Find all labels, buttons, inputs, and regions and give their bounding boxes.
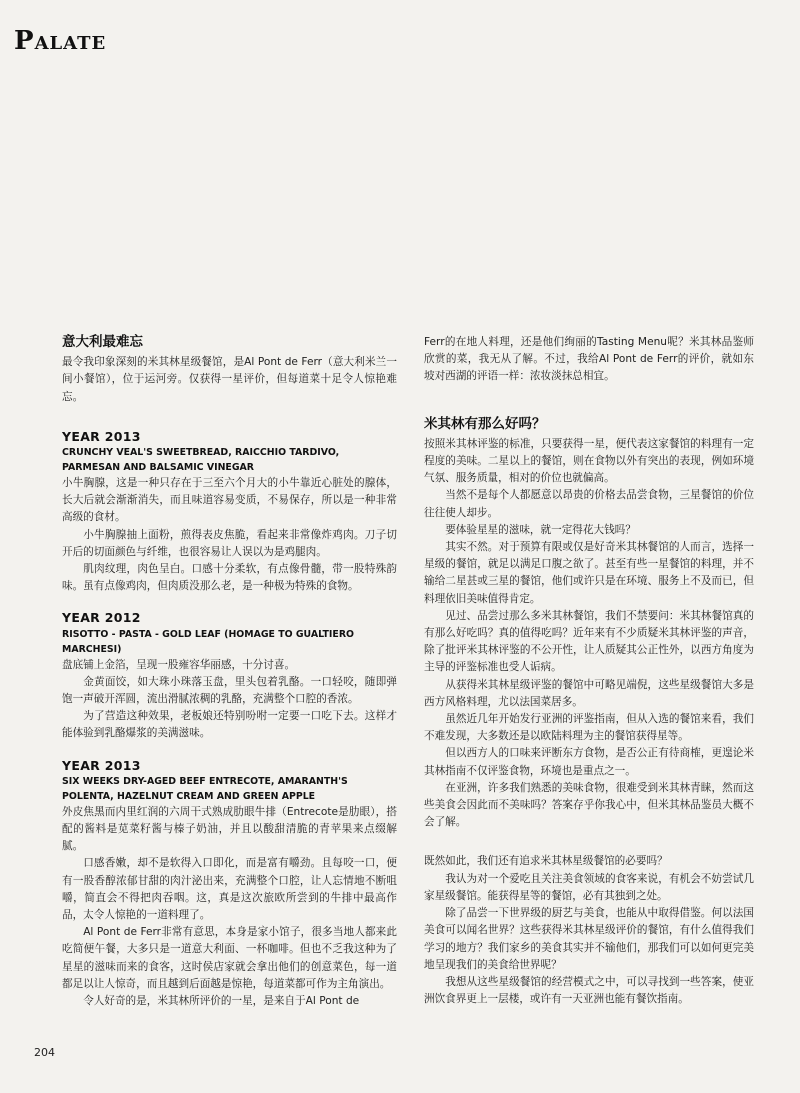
body-paragraph: 按照米其林评鉴的标准，只要获得一星，便代表这家餐馆的料理有一定程度的美味。二星以上的餐馆，则在食物以外有突出的表现，例如环境气氛、服务质量，相对的价位也就偏高。 <box>424 437 754 485</box>
dish-year: YEAR 2012 <box>62 610 141 626</box>
dish-paragraph: 肌肉纹理，肉色呈白。口感十分柔软，有点像骨髓，带一股特殊韵味。虽有点像鸡肉，但肉质没那么老，是一种极为特殊的食物。 <box>62 563 397 593</box>
dish-paragraph: 小牛胸腺抽上面粉，煎得表皮焦脆，看起来非常像炸鸡肉。刀子切开后的切面颜色与纤维，也很容易让人误以为是鸡腿肉。 <box>62 528 397 558</box>
body-paragraph: 既然如此，我们还有追求米其林星级餐馆的必要吗？ <box>424 855 668 868</box>
masthead-rest: ALATE <box>34 33 107 54</box>
dish-paragraph: 外皮焦黑而内里红润的六周干式熟成肋眼牛排（Entrecote是肋眼），搭配的酱料是苋菜籽酱与榛子奶油，并且以酸甜清脆的青苹果来点缀解腻。 <box>62 805 397 853</box>
body-paragraph: 见过、品尝过那么多米其林餐馆，我们不禁要问：米其林餐馆真的有那么好吃吗？真的值得吃吗？近年来有不少质疑米其林评鉴的声音，除了批评米其林评鉴的不公开性，让人质疑其公正性外，以西方角度为主导的评鉴标准也受人诟病。 <box>424 609 754 674</box>
continued-paragraph: Ferr的在地人料理，还是他们绚丽的Tasting Menu呢？米其林品鉴师欣赏的菜，我无从了解。不过，我给Al Pont de Ferr的评价，就如东坡对西湖的评语一样：浓妆淡抹总相宜。 <box>424 336 754 383</box>
dish-paragraph: 口感香嫩，却不是软得入口即化，而是富有嚼劲。且每咬一口，便有一股香醇浓郁甘甜的肉汁泌出来，充满整个口腔，让人忘情地不断咀嚼，简直会不得把肉吞咽。这，真是这次旅欧所尝到的牛排中最高作品，太令人惊艳的一道料理了。 <box>62 857 397 922</box>
dish-paragraph: 盘底铺上金箔，呈现一股雍容华丽感，十分讨喜。 <box>62 658 296 671</box>
magazine-masthead <box>14 26 106 56</box>
dish-paragraph: Al Pont de Ferr非常有意思，本身是家小馆子，很多当地人都来此吃简便午餐，大多只是一道意大利面、一杯咖啡。但也不乏我这种为了星星的滋味而来的食客，这时侯店家就会拿出他们的创意菜色，每一道都足以让人惊奇，而且越到后面越是惊艳，每道菜都可作为主角演出。 <box>62 926 397 990</box>
body-paragraph: 在亚洲，许多我们熟悉的美味食物，很难受到米其林青睐，然而这些美食会因此而不美味吗？答案存乎你我心中，但米其林品鉴员大概不会了解。 <box>424 781 754 829</box>
page-number: 204 <box>34 1046 55 1059</box>
body-paragraph: 从获得米其林星级评鉴的餐馆中可略见端倪，这些星级餐馆大多是西方风格料理，尤以法国菜居多。 <box>424 678 754 708</box>
dish-paragraph: 令人好奇的是，米其林所评价的一星，是来自于Al Pont de <box>83 995 360 1008</box>
dish-name: SIX WEEKS DRY-AGED BEEF ENTRECOTE, AMARANTH'S POLENTA, HAZELNUT CREAM AND GREEN APPLE <box>62 775 348 802</box>
dish-year: YEAR 2013 <box>62 757 141 773</box>
right-column <box>424 334 754 1008</box>
dish-paragraph: 为了营造这种效果，老板娘还特别吩咐一定要一口吃下去。这样才能体验到乳酪爆浆的美满滋味。 <box>62 710 397 740</box>
masthead-initial: P <box>14 26 35 56</box>
section-title: 米其林有那么好吗？ <box>424 415 546 432</box>
intro-title: 意大利最难忘 <box>62 334 143 350</box>
body-paragraph: 我认为对一个爱吃且关注美食领域的食客来说，有机会不妨尝试几家星级餐馆。能获得星等的餐馆，必有其独到之处。 <box>424 872 754 902</box>
dish-paragraph: 金黄面饺，如大珠小珠落玉盘，里头包着乳酪。一口轻咬，随即弹饱一声破开浑圆，流出滑腻浓稠的乳酪，充满整个口腔的香浓。 <box>62 675 397 706</box>
body-paragraph: 当然不是每个人都愿意以昂贵的价格去品尝食物，三星餐馆的价位往往使人却步。 <box>424 489 754 519</box>
dish-name: RISOTTO - PASTA - GOLD LEAF (HOMAGE TO GUALTIERO MARCHESI) <box>62 628 355 655</box>
dish-paragraph: 小牛胸腺，这是一种只存在于三至六个月大的小牛靠近心脏处的腺体，长大后就会渐渐消失，而且味道容易变质，不易保存，所以是一种非常高级的食材。 <box>62 477 397 524</box>
body-paragraph: 其实不然。对于预算有限或仅是好奇米其林餐馆的人而言，选择一星级的餐馆，就足以满足口腹之欲了。甚至有些一星餐馆的料理，并不输给二星甚或三星的餐馆，他们或许只是在环境、服务上不及而已，但料理依旧美味值得肯定。 <box>424 541 754 605</box>
body-paragraph: 但以西方人的口味来评断东方食物，是否公正有待商榷，更遑论米其林指南不仅评鉴食物，环境也是重点之一。 <box>424 747 754 777</box>
dish-year: YEAR 2013 <box>62 428 141 444</box>
body-paragraph: 虽然近几年开始发行亚洲的评鉴指南，但从入选的餐馆来看，我们不难发现，大多数还是以欧陆料理为主的餐馆获得星等。 <box>424 713 754 743</box>
intro-text: 最令我印象深刻的米其林星级餐馆，是Al Pont de Ferr（意大利米兰一间小餐馆），位于运河旁。仅获得一星评价，但每道菜十足令人惊艳难忘。 <box>62 356 397 403</box>
body-paragraph: 我想从这些星级餐馆的经营模式之中，可以寻找到一些答案，使亚洲饮食界更上一层楼，或许有一天亚洲也能有餐饮指南。 <box>424 975 754 1006</box>
dish-section-2 <box>62 609 397 742</box>
body-paragraph: 要体验星星的滋味，就一定得花大钱吗？ <box>445 523 636 536</box>
left-column <box>62 334 397 1010</box>
dish-section-1 <box>62 428 397 596</box>
dish-section-3 <box>62 757 397 1011</box>
body-paragraph: 除了品尝一下世界级的厨艺与美食，也能从中取得借鉴。何以法国美食可以闻名世界？这些获得米其林星级评价的餐馆，有什么值得我们学习的地方？我们家乡的美食其实并不输他们，那我们可以如何更完美地呈现我们的美食给世界呢？ <box>424 907 754 971</box>
dish-name: CRUNCHY VEAL'S SWEETBREAD, RAICCHIO TARDIVO, PARMESAN AND BALSAMIC VINEGAR <box>62 447 340 474</box>
